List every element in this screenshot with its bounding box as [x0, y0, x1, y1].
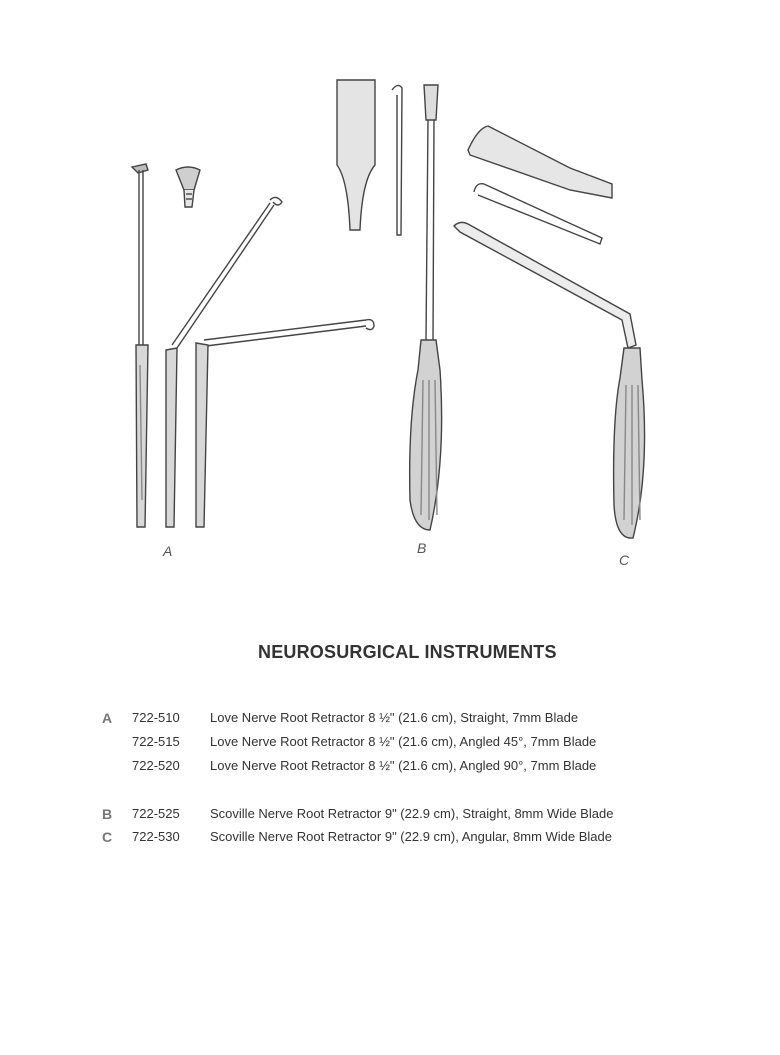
page-title: NEUROSURGICAL INSTRUMENTS [258, 642, 557, 662]
item-description: Love Nerve Root Retractor 8 ½" (21.6 cm), Straight, 7mm Blade [210, 710, 579, 725]
item-code: 722-530 [132, 829, 180, 844]
item-code: 722-520 [132, 758, 180, 773]
item-group-letter: B [102, 806, 113, 822]
item-code: 722-510 [132, 710, 180, 725]
item-group-letter: A [102, 710, 113, 726]
figure-label-c: C [619, 552, 630, 568]
item-description: Scoville Nerve Root Retractor 9" (22.9 cm), Angular, 8mm Wide Blade [210, 829, 612, 844]
scoville-retractor-straight-drawing [410, 85, 442, 530]
love-retractor-angled-45-drawing [166, 197, 282, 527]
figure-label-b: B [417, 540, 427, 556]
figure-label-a: A [163, 543, 173, 559]
love-retractor-straight-drawing [132, 164, 148, 527]
love-retractor-angled-90-drawing [196, 320, 374, 527]
item-description: Love Nerve Root Retractor 8 ½" (21.6 cm), Angled 45°, 7mm Blade [210, 734, 597, 749]
blade-tip-detail-drawing [176, 167, 200, 207]
scoville-angular-tip-detail-drawing [468, 126, 612, 244]
scoville-blade-detail-drawing [337, 80, 402, 235]
item-description: Love Nerve Root Retractor 8 ½" (21.6 cm), Angled 90°, 7mm Blade [210, 758, 597, 773]
item-description: Scoville Nerve Root Retractor 9" (22.9 cm), Straight, 8mm Wide Blade [210, 806, 614, 821]
item-code: 722-515 [132, 734, 180, 749]
item-code: 722-525 [132, 806, 180, 821]
item-group-letter: C [102, 829, 113, 845]
scoville-retractor-angular-drawing [454, 222, 645, 538]
